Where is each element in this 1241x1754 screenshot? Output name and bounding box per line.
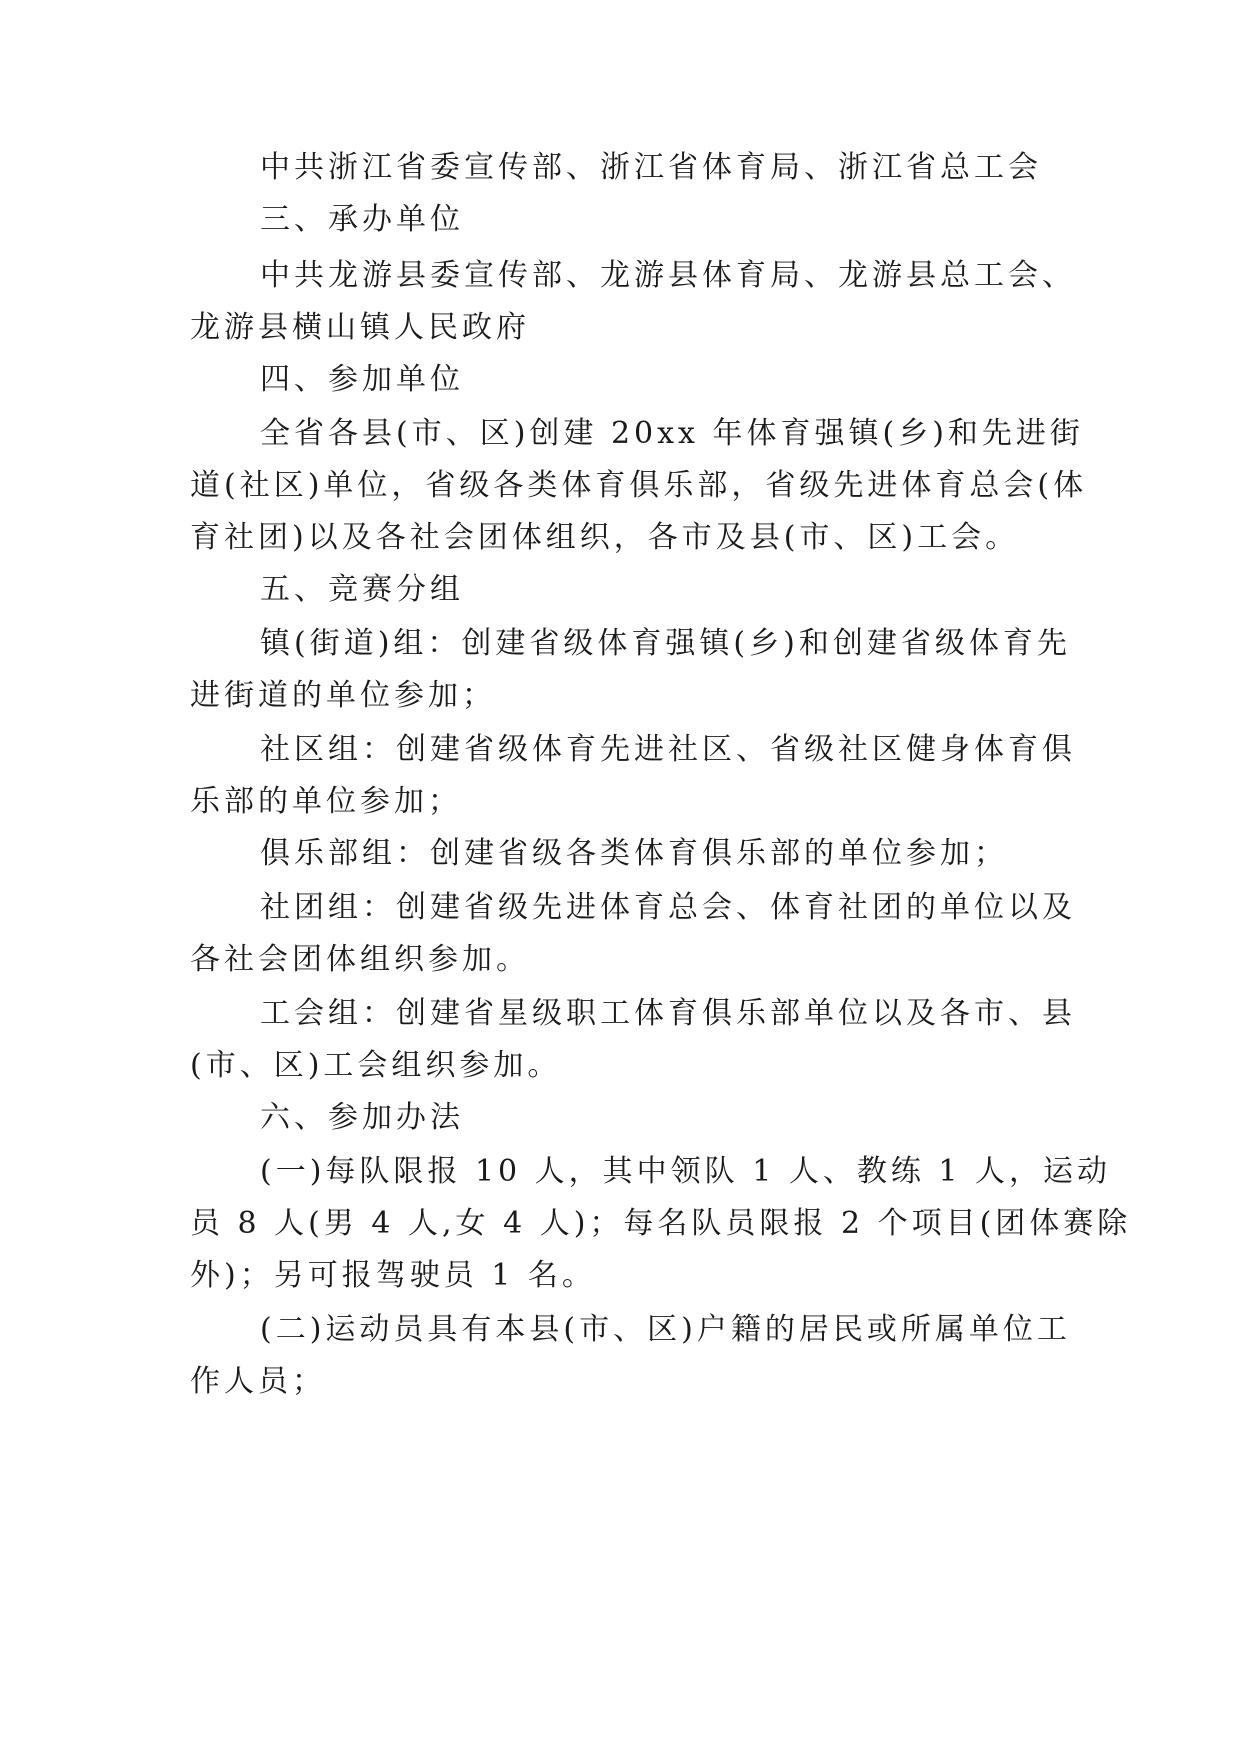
text-line: 外)；另可报驾驶员 1 名。 xyxy=(190,1258,596,1293)
section-heading: 四、参加单位 xyxy=(260,362,464,397)
text-line: 进街道的单位参加； xyxy=(190,678,496,713)
text-line: 各社会团体组织参加。 xyxy=(190,942,530,977)
text-line: 中共浙江省委宣传部、浙江省体育局、浙江省总工会 xyxy=(260,150,1042,185)
text-line: 员 8 人(男 4 人,女 4 人)；每名队员限报 2 个项目(团体赛除 xyxy=(190,1206,1132,1241)
text-line: 道(社区)单位，省级各类体育俱乐部，省级先进体育总会(体 xyxy=(190,468,1088,503)
text-line: 社团组：创建省级先进体育总会、体育社团的单位以及 xyxy=(260,890,1076,925)
text-line: (一)每队限报 10 人，其中领队 1 人、教练 1 人，运动 xyxy=(260,1154,1111,1189)
text-line: 中共龙游县委宣传部、龙游县体育局、龙游县总工会、 xyxy=(260,258,1076,293)
text-line: 俱乐部组：创建省级各类体育俱乐部的单位参加； xyxy=(260,836,1008,871)
section-heading: 三、承办单位 xyxy=(260,202,464,237)
section-heading: 六、参加办法 xyxy=(260,1100,464,1135)
text-line: 作人员； xyxy=(190,1364,326,1399)
text-line: 乐部的单位参加； xyxy=(190,784,462,819)
text-line: 龙游县横山镇人民政府 xyxy=(190,310,530,345)
section-heading: 五、竞赛分组 xyxy=(260,572,464,607)
text-line: 育社团)以及各社会团体组织，各市及县(市、区)工会。 xyxy=(190,520,1020,555)
text-line: 镇(街道)组：创建省级体育强镇(乡)和创建省级体育先 xyxy=(260,626,1071,661)
text-line: (二)运动员具有本县(市、区)户籍的居民或所属单位工 xyxy=(260,1312,1071,1347)
text-line: 全省各县(市、区)创建 20xx 年体育强镇(乡)和先进街 xyxy=(260,416,1084,451)
text-line: 社区组：创建省级体育先进社区、省级社区健身体育俱 xyxy=(260,732,1076,767)
text-line: 工会组：创建省星级职工体育俱乐部单位以及各市、县 xyxy=(260,996,1076,1031)
text-line: (市、区)工会组织参加。 xyxy=(190,1048,562,1083)
